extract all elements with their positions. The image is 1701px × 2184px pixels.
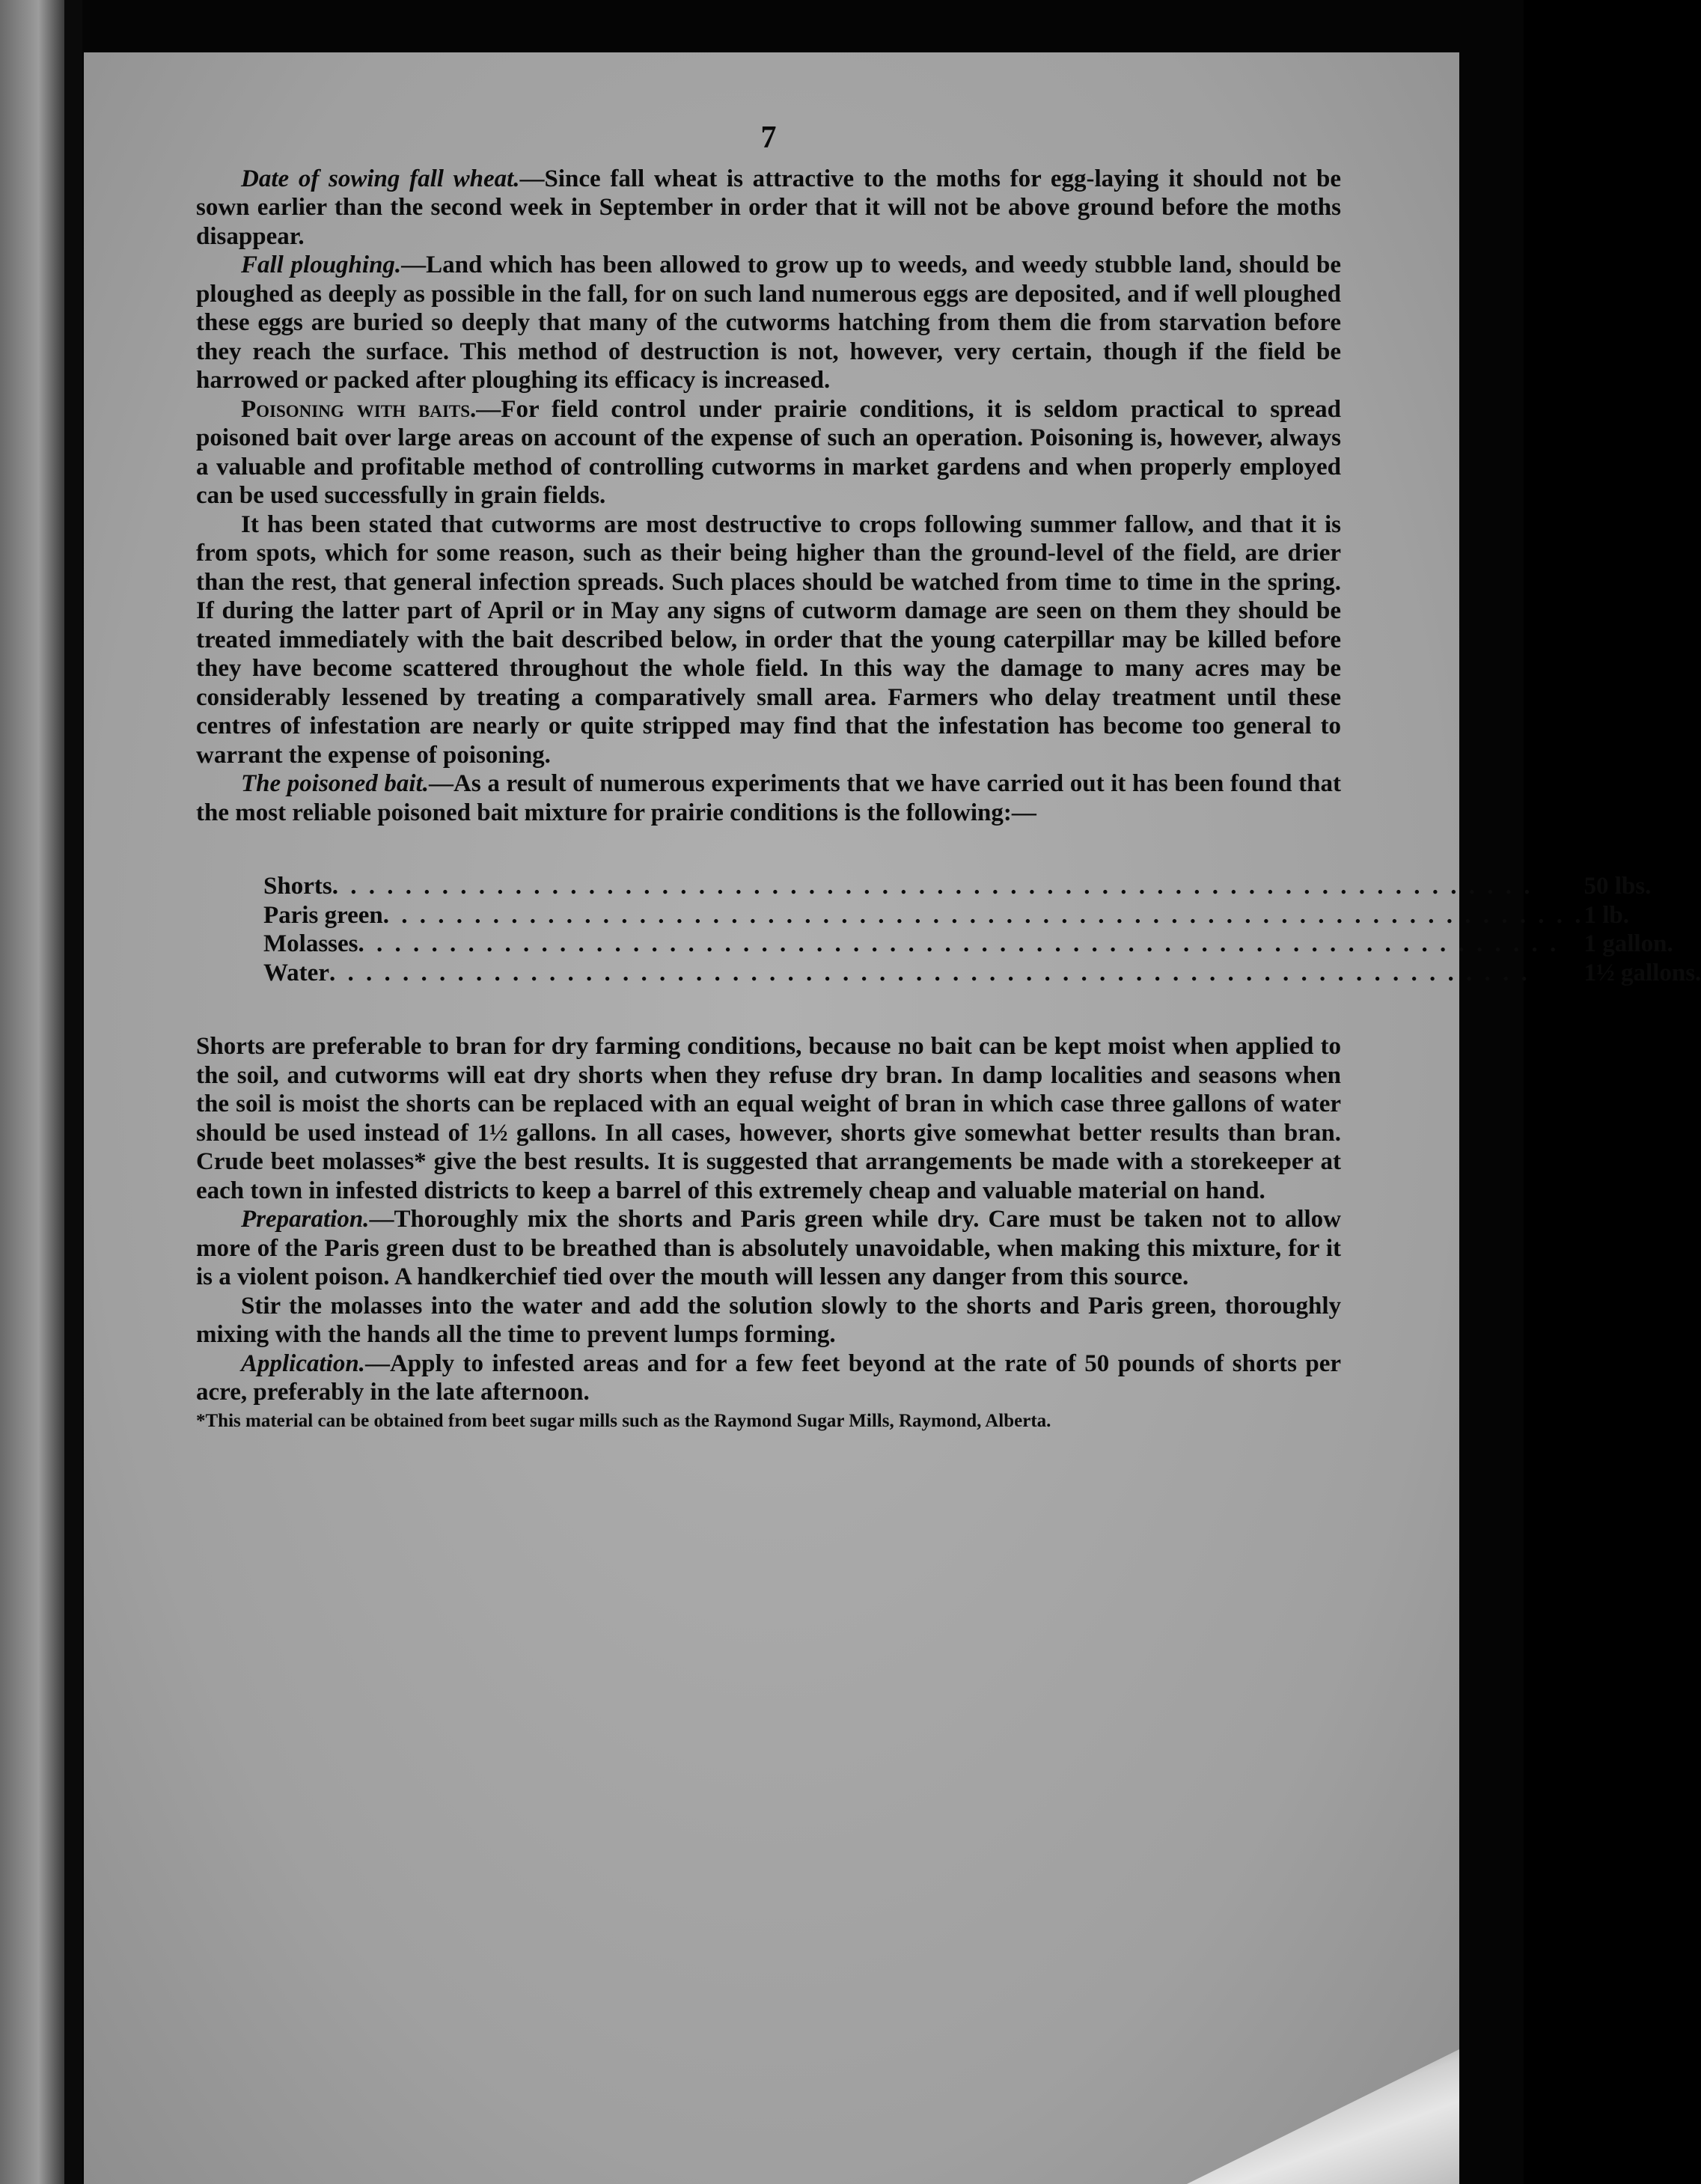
recipe-quantity: 1½ gallons. [1584,959,1701,986]
recipe-quantity: 50 lbs. [1584,873,1652,900]
leader-dots: . . . . . . . . . . . . . . . . . . . . . . . . . . . . . . . . . . . . . . . . . . . . . . . . . . . . . . . . . . . . . . . . . . [382,901,1584,929]
recipe-quantity: 1 lb. [1584,901,1630,929]
paragraph-body: —Land which has been allowed to grow up to weeds, and weedy stubble land, should be ploughed as deeply as possible in the fall, for on such land numerous eggs are deposited, and if well ploughed these eggs are buried so deeply that many of the cutworms hatching from them die from starvation before they reach the surface. This method of destruction is not, however, very certain, though if the field be harrowed or packed after ploughing its efficacy is increased. [196,251,1341,394]
footnote: *This material can be obtained from beet sugar mills such as the Raymond Sugar Mills, Raymond, Alberta. [196,1410,1051,1431]
recipe-row [263,872,1701,901]
recipe-ingredient: Shorts [263,873,332,900]
leader-dots: . . . . . . . . . . . . . . . . . . . . . . . . . . . . . . . . . . . . . . . . . . . . . . . . . . . . . . . . . . . . . . . . . . [332,873,1533,900]
recipe-quantity: 1 gallon. [1584,930,1673,957]
recipe-ingredient: Paris green [263,901,383,929]
document-page [84,52,1701,2184]
paragraph-stir-molasses [196,1292,1341,1349]
paragraph-heading: Application. [241,1349,365,1377]
recipe-ingredient: Water [263,959,329,986]
paragraph-preparation [196,1205,1341,1292]
leader-dots: . . . . . . . . . . . . . . . . . . . . . . . . . . . . . . . . . . . . . . . . . . . . . . . . . . . . . . . . . . . . . . . . . . [329,959,1530,986]
paragraph-heading: Poisoning with baits. [241,395,477,423]
paragraph-body: Shorts are preferable to bran for dry farming conditions, because no bait can be kept moist when applied to the soil, and cutworms will eat dry shorts when they refuse dry bran. In damp localities and seasons when the soil is moist the shorts can be replaced with an equal weight of bran in which case three gallons of water should be used instead of 1½ gallons. In all cases, however, shorts give somewhat better results than bran. Crude beet molasses* give the best results. It is suggested that arrangements be made with a storekeeper at each town in infested districts to keep a barrel of this extremely cheap and valuable material on hand. [196,1033,1341,1204]
paragraph-summer-fallow [196,510,1341,770]
paragraph-heading: Preparation. [241,1206,370,1233]
paragraph-body: —Since fall wheat is attractive to the moths for egg-laying it should not be sown earlier than the second week in September in order that it will not be above ground before the moths disappear. [196,165,1341,250]
paragraph-application [196,1349,1341,1407]
leader-dots: . . . . . . . . . . . . . . . . . . . . . . . . . . . . . . . . . . . . . . . . . . . . . . . . . . . . . . . . . . . . . . . . . . [358,930,1560,957]
paragraph-body: It has been stated that cutworms are most destructive to crops following summer fallow, and that it is from spots, which for some reason, such as their being higher than the ground-level of the field, are drier than the rest, that general infection spreads. Such places should be watched from time to time in the spring. If during the latter part of April or in May any signs of cutworm damage are seen on them they should be treated immediately with the bait described below, in order that the young caterpillar may be killed before they have become scattered throughout the whole field. In this way the damage to many acres may be considerably lessened by treating a comparatively small area. Farmers who delay treatment until these centres of infestation are nearly or quite stripped may find that the infestation has become too general to warrant the expense of poisoning. [196,510,1341,769]
book-gutter [64,0,82,2184]
paragraph-body: —For field control under prairie conditions, it is seldom practical to spread poisoned bait over large areas on account of the expense of such an operation. Poisoning is, however, always a valuable and profitable method of controlling cutworms in market gardens and when properly employed can be used successfully in grain fields. [196,395,1341,509]
recipe-row [263,901,1701,930]
paragraph-body: —Thoroughly mix the shorts and Paris green while dry. Care must be taken not to allow more of the Paris green dust to be breathed than is absolutely unavoidable, when making this mixture, for it is a violent poison. A handkerchief tied over the mouth will lessen any danger from this source. [196,1206,1341,1290]
paragraph-shorts-vs-bran [196,1032,1341,1205]
paragraph-poisoning-with-baits [196,395,1341,510]
paragraph-body: Stir the molasses into the water and add the solution slowly to the shorts and Paris green, thoroughly mixing with the hands all the time to prevent lumps forming. [196,1292,1341,1348]
paragraph-heading: Date of sowing fall wheat. [241,165,520,192]
paragraph-heading: The poisoned bait. [241,770,430,797]
recipe-row [263,930,1701,959]
page-number: 7 [760,121,777,155]
previous-page-edge [0,0,64,2184]
paragraph-heading: Fall ploughing. [241,251,402,278]
recipe-ingredient: Molasses [263,930,358,957]
paragraph-poisoned-bait [196,769,1341,827]
recipe-row [263,959,1701,988]
paragraph-date-of-sowing [196,165,1341,251]
paragraph-fall-ploughing [196,251,1341,395]
bait-recipe-table [263,872,1701,987]
page-curl [1070,2049,1459,2184]
paragraph-body: —Apply to infested areas and for a few feet beyond at the rate of 50 pounds of shorts per acre, preferably in the late afternoon. [196,1349,1341,1406]
text-block [196,121,1701,1433]
paragraph-body: —As a result of numerous experiments that we have carried out it has been found that the most reliable poisoned bait mixture for prairie conditions is the following:— [196,770,1341,826]
